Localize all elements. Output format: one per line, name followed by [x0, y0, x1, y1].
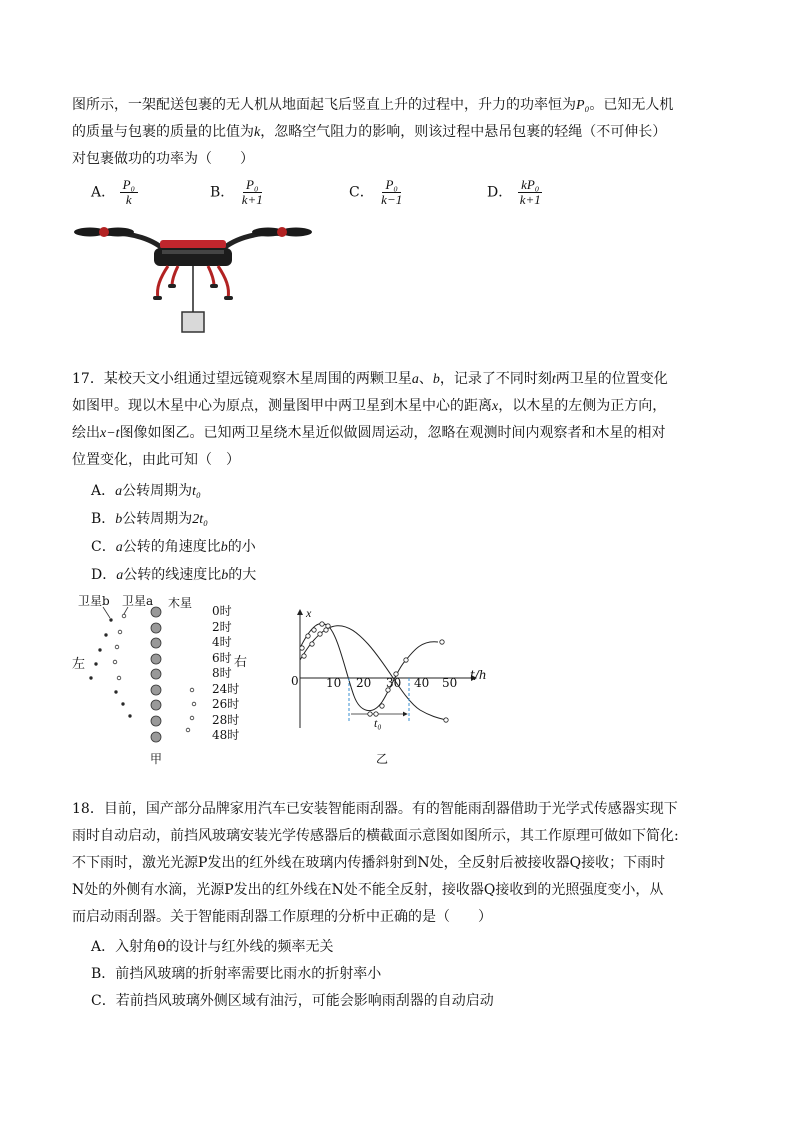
q17-line1 — [72, 366, 732, 393]
tick-40: 40 — [414, 676, 430, 690]
jupiter-dot — [151, 716, 161, 726]
option-letter: A． — [91, 483, 116, 499]
tick-10: 10 — [326, 676, 342, 690]
q16-text-2a: 的质量与包裹的质量的比值为 — [72, 124, 254, 140]
drone-foot — [153, 296, 162, 300]
satellite-a-dot — [192, 702, 196, 706]
graph-data-point — [444, 718, 448, 722]
option-val: 2t₀ — [192, 512, 209, 527]
jupiter-dot — [151, 654, 161, 664]
option-letter: B． — [91, 966, 116, 982]
drone-leg — [218, 266, 229, 298]
q16-option-a[interactable] — [91, 178, 138, 207]
drone-foot — [168, 284, 176, 288]
q16-text-3: 对包裹做功的功率为（ ） — [72, 151, 254, 167]
satellite-a-dot — [115, 645, 119, 649]
jupiter-dot — [151, 623, 161, 633]
graph-data-point — [302, 654, 306, 658]
graph-data-point — [368, 712, 372, 716]
q16-option-b[interactable] — [210, 178, 266, 207]
q17-text-1a: 17．某校天文小组通过望远镜观察木星周围的两颗卫星 — [72, 371, 412, 387]
option-letter: A． — [91, 184, 116, 201]
time-label: 26时 — [212, 697, 240, 711]
satellite-a-dot — [113, 660, 117, 664]
q17-option-c[interactable] — [91, 536, 256, 559]
time-label: 6时 — [212, 650, 232, 665]
option-letter: B． — [210, 184, 235, 201]
graph-data-point — [306, 634, 310, 638]
graph-data-point — [312, 628, 316, 632]
time-label: 0时 — [212, 604, 232, 618]
q17-text-4: 位置变化，由此可知（ ） — [72, 452, 240, 468]
time-labels — [212, 604, 239, 744]
q18-text-1: 18．目前，国产部分品牌家用汽车已安装智能雨刮器。有的智能雨刮器借助于光学式传感器实现下 — [72, 801, 678, 817]
option-var2: b — [220, 540, 228, 555]
q17-line4 — [72, 447, 732, 474]
q16-k: k — [254, 125, 261, 140]
jupiter-dot — [151, 607, 161, 617]
graph-data-point — [300, 646, 304, 650]
drone-leg — [172, 266, 178, 286]
satellite-b-dot — [99, 649, 102, 652]
q18-text-3: 不下雨时，激光光源P发出的红外线在玻璃内传播斜射到N处，全反射后被接收器Q接收；下雨时 — [72, 855, 666, 871]
satellite-a-dot — [118, 630, 122, 634]
satellite-a-dot — [190, 716, 194, 720]
q16-text-2b: ，忽略空气阻力的影响，则该过程中悬吊包裹的轻绳（不可伸长） — [260, 124, 667, 140]
time-label: 8时 — [212, 666, 232, 680]
option-letter: C． — [91, 539, 116, 555]
satellite-a-dot — [122, 614, 126, 618]
option-var: a — [116, 568, 124, 583]
satellite-b-dot — [115, 691, 118, 694]
q18-line2 — [72, 823, 732, 850]
y-axis-label: x — [306, 606, 312, 620]
time-label: 2时 — [212, 619, 232, 634]
q17-var-b: b — [432, 372, 440, 387]
q17-var-t: t — [551, 372, 556, 387]
x-axis-label: t/h — [470, 668, 487, 682]
q17-option-a[interactable] — [91, 480, 201, 503]
q18-text-4: N处的外侧有水滴，光源P发出的红外线在N处不能全反射，接收器Q接收到的光照强度变小，从 — [72, 882, 664, 898]
q16-text-1-end: 。已知无人机 — [589, 97, 674, 113]
jupiter-dot — [151, 700, 161, 710]
q16-option-c[interactable] — [349, 178, 405, 207]
option-text: 公转的线速度比 — [123, 567, 222, 583]
q17-text-3b: 图像如图乙。已知两卫星绕木星近似做圆周运动，忽略在观测时间内观察者和木星的相对 — [119, 425, 666, 441]
jupiter-dot — [151, 685, 161, 695]
satellite-a-dot — [186, 728, 190, 732]
figure-jia — [70, 592, 270, 767]
option-fraction: $\frac{\text{P₀}}{k-1}$ — [381, 177, 403, 207]
caption-yi: 乙 — [376, 752, 389, 766]
tick-30: 30 — [386, 676, 402, 690]
q17-option-d[interactable] — [91, 564, 256, 587]
option-text2: 的小 — [227, 539, 256, 555]
curve-b — [300, 626, 446, 720]
q16-line2 — [72, 119, 732, 146]
satellite-a-dot — [117, 676, 121, 680]
curve-a — [300, 624, 438, 711]
q17-var-xt: x−t — [100, 426, 120, 441]
drone-foot — [210, 284, 218, 288]
right-label: 右 — [234, 655, 248, 670]
q17-line2 — [72, 393, 732, 420]
satellite-a-dot — [190, 688, 194, 692]
q16-text-1: 图所示，一架配送包裹的无人机从地面起飞后竖直上升的过程中，升力的功率恒为 — [72, 97, 576, 113]
origin-label: 0 — [291, 674, 299, 688]
option-text2: 的大 — [228, 567, 257, 583]
sat-a-label: 卫星a — [122, 594, 154, 608]
graph-data-point — [320, 622, 324, 626]
q18-text-2: 雨时自动启动，前挡风玻璃安装光学传感器后的横截面示意图如图所示，其工作原理可做如下简化: — [72, 828, 679, 844]
drone-package — [182, 312, 204, 332]
graph-data-point — [324, 628, 328, 632]
jupiter-dot — [151, 638, 161, 648]
satellite-b-dot — [90, 677, 93, 680]
option-text: 若前挡风玻璃外侧区域有油污，可能会影响雨刮器的自动启动 — [115, 993, 494, 1009]
q17-option-b[interactable] — [91, 508, 208, 531]
xt-graph — [288, 604, 488, 744]
option-letter: C． — [349, 184, 374, 201]
option-letter: D． — [91, 567, 117, 583]
time-label: 24时 — [212, 681, 240, 696]
pointer-line — [124, 607, 128, 614]
q17-text-1b: ，记录了不同时刻 — [439, 371, 552, 387]
option-text: 入射角θ的设计与红外线的频率无关 — [115, 939, 334, 955]
jupiter-label: 木星 — [168, 596, 193, 610]
option-var: a — [115, 484, 123, 499]
t0-label: t₀ — [374, 716, 382, 730]
q17-var-x: x — [492, 399, 499, 414]
option-letter: A． — [91, 939, 116, 955]
q17-line3 — [72, 420, 732, 447]
tick-50: 50 — [442, 676, 458, 690]
option-var: b — [115, 512, 123, 527]
option-fraction: $\frac{\text{P₀}}{k}$ — [120, 178, 138, 207]
q16-option-d[interactable] — [487, 178, 544, 207]
drone-body-stripe — [162, 250, 224, 254]
drone-foot — [224, 296, 233, 300]
option-letter: D． — [487, 184, 513, 201]
jupiter-dot — [151, 669, 161, 679]
q18-line1 — [72, 796, 732, 823]
q17-var-a: a — [411, 372, 419, 387]
option-val: t₀ — [192, 484, 201, 499]
time-label: 48时 — [212, 728, 240, 742]
caption-jia: 甲 — [150, 752, 163, 766]
drone-figure — [72, 220, 314, 338]
satellite-b-dot — [122, 703, 125, 706]
left-label: 左 — [72, 657, 86, 672]
q16-line3 — [72, 146, 732, 173]
q18-line3 — [72, 850, 732, 877]
q17-sep: 、 — [418, 371, 433, 387]
drone-left-rotor-hub — [99, 227, 109, 237]
q18-option-b[interactable] — [91, 963, 381, 985]
q17-text-2a: 如图甲。现以木星中心为原点，测量图甲中两卫星到木星中心的距离 — [72, 398, 492, 414]
option-text: 前挡风玻璃的折射率需要比雨水的折射率小 — [115, 966, 382, 982]
graph-data-point — [318, 632, 322, 636]
satellite-b-dot — [95, 663, 98, 666]
jia-dots — [70, 592, 270, 752]
satellite-b-dot — [110, 619, 113, 622]
q17-text-2b: ，以木星的左侧为正方向， — [498, 398, 667, 414]
q18-line4 — [72, 877, 732, 904]
satellite-b-dot — [129, 715, 132, 718]
q18-line5 — [72, 904, 732, 931]
drone-right-rotor-hub — [277, 227, 287, 237]
pointer-line — [103, 607, 110, 618]
graph-data-point — [404, 658, 408, 662]
satellite-b-dot — [105, 634, 108, 637]
drone-leg — [208, 266, 214, 286]
option-var2: b — [221, 568, 229, 583]
data-points — [300, 622, 448, 722]
option-fraction: $\frac{\text{kP₀}}{k+1}$ — [519, 177, 541, 207]
tick-20: 20 — [356, 676, 372, 690]
q17-text-3a: 绘出 — [72, 425, 100, 441]
option-text: 公转周期为 — [122, 483, 193, 499]
graph-data-point — [310, 642, 314, 646]
q16-p0: P₀ — [576, 98, 590, 113]
sat-b-label: 卫星b — [78, 594, 110, 608]
q16-line1 — [72, 92, 732, 119]
option-letter: B． — [91, 511, 116, 527]
drone-body-top — [160, 240, 226, 249]
option-var: a — [115, 540, 123, 555]
q17-text-1c: 两卫星的位置变化 — [555, 371, 668, 387]
option-text: 公转的角速度比 — [122, 539, 221, 555]
option-fraction: $\frac{\text{P₀}}{k+1}$ — [241, 177, 263, 207]
q18-text-5: 而启动雨刮器。关于智能雨刮器工作原理的分析中正确的是（ ） — [72, 909, 492, 925]
option-text: 公转周期为 — [122, 511, 193, 527]
option-letter: C． — [91, 993, 116, 1009]
graph-data-point — [380, 704, 384, 708]
q18-option-c[interactable] — [91, 990, 494, 1012]
q18-option-a[interactable] — [91, 936, 334, 958]
time-label: 4时 — [212, 635, 232, 649]
figure-yi — [288, 604, 488, 770]
drone-leg — [157, 266, 168, 298]
graph-data-point — [440, 640, 444, 644]
jupiter-dot — [151, 732, 161, 742]
time-label: 28时 — [212, 712, 240, 727]
